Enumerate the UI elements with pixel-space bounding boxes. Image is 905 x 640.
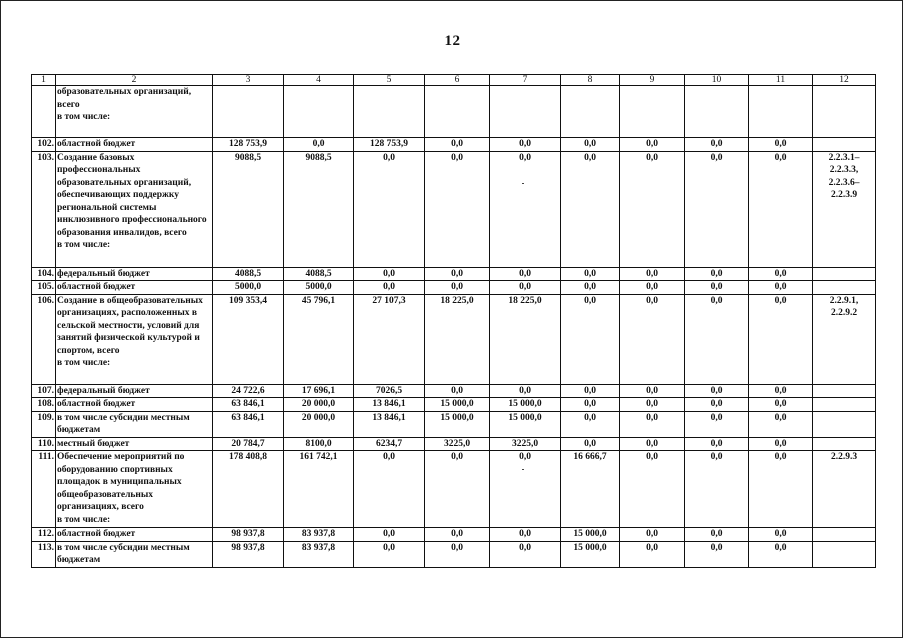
cell-col-5: 6234,7 xyxy=(354,437,425,451)
row-description: Создание в общеобразовательных организациях, расположенных в сельской местности, условий для занятий физической культурой и спортом, всего в том числе: xyxy=(56,294,213,384)
cell-col-8: 0,0 xyxy=(561,411,620,437)
row-number: 104. xyxy=(32,267,56,281)
cell-col-3: 98 937,8 xyxy=(213,528,284,542)
cell-col-6: 0,0 xyxy=(425,267,490,281)
column-header-11: 11 xyxy=(749,75,813,86)
cell-col-7: 15 000,0 xyxy=(490,398,561,412)
cell-col-9 xyxy=(620,86,685,138)
cell-col-10 xyxy=(685,86,749,138)
table-row xyxy=(32,451,876,528)
cell-col-7: 0,0 xyxy=(490,281,561,295)
cell-col-8: 0,0 xyxy=(561,138,620,152)
table-row xyxy=(32,281,876,295)
column-header-7: 7 xyxy=(490,75,561,86)
header-row xyxy=(32,75,876,86)
cell-col-3: 9088,5 xyxy=(213,151,284,267)
cell-col-6: 0,0 xyxy=(425,528,490,542)
cell-col-4: 8100,0 xyxy=(284,437,354,451)
cell-col-8: 15 000,0 xyxy=(561,541,620,567)
row-description: Обеспечение мероприятий по оборудованию спортивных площадок в муниципальных общеобразовательных организациях, всего в том числе: xyxy=(56,451,213,528)
cell-col-4 xyxy=(284,86,354,138)
cell-col-8: 0,0 xyxy=(561,437,620,451)
row-description: федеральный бюджет xyxy=(56,267,213,281)
cell-col-10: 0,0 xyxy=(685,541,749,567)
cell-col-5: 0,0 xyxy=(354,451,425,528)
column-header-5: 5 xyxy=(354,75,425,86)
cell-col-5: 13 846,1 xyxy=(354,398,425,412)
cell-col-7: 0,0 xyxy=(490,451,561,528)
cell-col-7: 15 000,0 xyxy=(490,411,561,437)
cell-col-7: 0,0 xyxy=(490,541,561,567)
cell-col-3: 98 937,8 xyxy=(213,541,284,567)
row-number: 108. xyxy=(32,398,56,412)
table-row xyxy=(32,398,876,412)
table-header xyxy=(32,75,876,86)
cell-col-3: 63 846,1 xyxy=(213,411,284,437)
cell-col-10: 0,0 xyxy=(685,294,749,384)
measure-code xyxy=(813,267,876,281)
table-row xyxy=(32,541,876,567)
cell-col-4: 20 000,0 xyxy=(284,398,354,412)
measure-code xyxy=(813,411,876,437)
column-header-2: 2 xyxy=(56,75,213,86)
cell-col-8: 0,0 xyxy=(561,398,620,412)
cell-col-3 xyxy=(213,86,284,138)
cell-col-4: 0,0 xyxy=(284,138,354,152)
table-row xyxy=(32,267,876,281)
cell-col-3: 63 846,1 xyxy=(213,398,284,412)
cell-col-6: 0,0 xyxy=(425,151,490,267)
row-number: 112. xyxy=(32,528,56,542)
cell-col-4: 20 000,0 xyxy=(284,411,354,437)
measure-code xyxy=(813,398,876,412)
cell-col-8: 15 000,0 xyxy=(561,528,620,542)
row-description: областной бюджет xyxy=(56,138,213,152)
measure-code: 2.2.9.3 xyxy=(813,451,876,528)
cell-col-11: 0,0 xyxy=(749,411,813,437)
table-row xyxy=(32,528,876,542)
cell-col-5 xyxy=(354,86,425,138)
row-number: 106. xyxy=(32,294,56,384)
cell-col-4: 45 796,1 xyxy=(284,294,354,384)
cell-col-3: 178 408,8 xyxy=(213,451,284,528)
cell-col-11: 0,0 xyxy=(749,294,813,384)
cell-col-4: 17 696,1 xyxy=(284,384,354,398)
row-number: 103. xyxy=(32,151,56,267)
table-row xyxy=(32,411,876,437)
row-number: 113. xyxy=(32,541,56,567)
cell-col-3: 5000,0 xyxy=(213,281,284,295)
table-row xyxy=(32,294,876,384)
cell-col-4: 83 937,8 xyxy=(284,528,354,542)
cell-col-9: 0,0 xyxy=(620,294,685,384)
cell-col-5: 0,0 xyxy=(354,151,425,267)
measure-code: 2.2.3.1– 2.2.3.3, 2.2.3.6– 2.2.3.9 xyxy=(813,151,876,267)
cell-col-8: 0,0 xyxy=(561,267,620,281)
cell-col-4: 161 742,1 xyxy=(284,451,354,528)
cell-col-10: 0,0 xyxy=(685,151,749,267)
cell-col-11: 0,0 xyxy=(749,398,813,412)
measure-code xyxy=(813,528,876,542)
cell-col-4: 5000,0 xyxy=(284,281,354,295)
table-row xyxy=(32,151,876,267)
row-number xyxy=(32,86,56,138)
cell-col-11: 0,0 xyxy=(749,437,813,451)
table-row xyxy=(32,86,876,138)
cell-col-4: 4088,5 xyxy=(284,267,354,281)
row-description: в том числе субсидии местным бюджетам xyxy=(56,541,213,567)
page-number: 12 xyxy=(444,33,461,49)
cell-col-8: 0,0 xyxy=(561,281,620,295)
cell-col-10: 0,0 xyxy=(685,437,749,451)
measure-code xyxy=(813,86,876,138)
cell-col-7: 0,0 xyxy=(490,151,561,267)
row-description: Создание базовых профессиональных образовательных организаций, обеспечивающих поддержку региональной системы инклюзивного профессионального образования инвалидов, всего в том числе: xyxy=(56,151,213,267)
cell-col-3: 4088,5 xyxy=(213,267,284,281)
cell-col-11: 0,0 xyxy=(749,384,813,398)
cell-col-9: 0,0 xyxy=(620,151,685,267)
cell-col-9: 0,0 xyxy=(620,138,685,152)
cell-col-6: 15 000,0 xyxy=(425,411,490,437)
cell-col-5: 13 846,1 xyxy=(354,411,425,437)
cell-col-5: 0,0 xyxy=(354,267,425,281)
cell-col-8 xyxy=(561,86,620,138)
cell-col-3: 128 753,9 xyxy=(213,138,284,152)
cell-col-10: 0,0 xyxy=(685,528,749,542)
cell-col-6: 0,0 xyxy=(425,138,490,152)
cell-col-8: 0,0 xyxy=(561,294,620,384)
column-header-12: 12 xyxy=(813,75,876,86)
cell-col-9: 0,0 xyxy=(620,528,685,542)
cell-col-11: 0,0 xyxy=(749,138,813,152)
cell-col-7: 0,0 xyxy=(490,267,561,281)
row-description: областной бюджет xyxy=(56,528,213,542)
table-row xyxy=(32,138,876,152)
cell-col-5: 0,0 xyxy=(354,281,425,295)
row-number: 102. xyxy=(32,138,56,152)
cell-col-10: 0,0 xyxy=(685,138,749,152)
cell-col-10: 0,0 xyxy=(685,451,749,528)
row-number: 111. xyxy=(32,451,56,528)
cell-col-10: 0,0 xyxy=(685,384,749,398)
column-header-10: 10 xyxy=(685,75,749,86)
cell-col-8: 0,0 xyxy=(561,151,620,267)
measure-code xyxy=(813,384,876,398)
cell-col-7: 18 225,0 xyxy=(490,294,561,384)
cell-col-6: 15 000,0 xyxy=(425,398,490,412)
column-header-4: 4 xyxy=(284,75,354,86)
cell-col-9: 0,0 xyxy=(620,384,685,398)
cell-col-4: 9088,5 xyxy=(284,151,354,267)
table-body xyxy=(32,86,876,568)
column-header-8: 8 xyxy=(561,75,620,86)
cell-col-7 xyxy=(490,86,561,138)
row-number: 107. xyxy=(32,384,56,398)
cell-col-11: 0,0 xyxy=(749,267,813,281)
cell-col-11: 0,0 xyxy=(749,528,813,542)
cell-col-5: 27 107,3 xyxy=(354,294,425,384)
cell-col-4: 83 937,8 xyxy=(284,541,354,567)
cell-col-6: 0,0 xyxy=(425,384,490,398)
cell-col-9: 0,0 xyxy=(620,281,685,295)
budget-table xyxy=(31,74,876,568)
cell-col-5: 7026,5 xyxy=(354,384,425,398)
row-description: областной бюджет xyxy=(56,281,213,295)
cell-col-9: 0,0 xyxy=(620,437,685,451)
row-number: 109. xyxy=(32,411,56,437)
cell-col-11: 0,0 xyxy=(749,541,813,567)
cell-col-6: 3225,0 xyxy=(425,437,490,451)
cell-col-9: 0,0 xyxy=(620,541,685,567)
cell-col-7: 3225,0 xyxy=(490,437,561,451)
cell-col-9: 0,0 xyxy=(620,398,685,412)
cell-col-9: 0,0 xyxy=(620,411,685,437)
row-description: федеральный бюджет xyxy=(56,384,213,398)
cell-col-11: 0,0 xyxy=(749,451,813,528)
cell-col-11 xyxy=(749,86,813,138)
row-number: 105. xyxy=(32,281,56,295)
measure-code: 2.2.9.1, 2.2.9.2 xyxy=(813,294,876,384)
row-description: в том числе субсидии местным бюджетам xyxy=(56,411,213,437)
cell-col-5: 0,0 xyxy=(354,541,425,567)
row-number: 110. xyxy=(32,437,56,451)
cell-col-9: 0,0 xyxy=(620,451,685,528)
row-description: областной бюджет xyxy=(56,398,213,412)
column-header-9: 9 xyxy=(620,75,685,86)
cell-col-11: 0,0 xyxy=(749,151,813,267)
cell-col-7: 0,0 xyxy=(490,384,561,398)
measure-code xyxy=(813,138,876,152)
column-header-6: 6 xyxy=(425,75,490,86)
cell-col-3: 109 353,4 xyxy=(213,294,284,384)
cell-col-5: 0,0 xyxy=(354,528,425,542)
cell-col-9: 0,0 xyxy=(620,267,685,281)
column-header-3: 3 xyxy=(213,75,284,86)
cell-col-10: 0,0 xyxy=(685,281,749,295)
cell-col-10: 0,0 xyxy=(685,267,749,281)
cell-col-6: 18 225,0 xyxy=(425,294,490,384)
cell-col-8: 16 666,7 xyxy=(561,451,620,528)
measure-code xyxy=(813,281,876,295)
cell-col-10: 0,0 xyxy=(685,411,749,437)
table-row xyxy=(32,437,876,451)
cell-col-3: 20 784,7 xyxy=(213,437,284,451)
cell-col-6 xyxy=(425,86,490,138)
scan-speck xyxy=(522,183,524,184)
cell-col-3: 24 722,6 xyxy=(213,384,284,398)
cell-col-6: 0,0 xyxy=(425,281,490,295)
scan-speck xyxy=(522,469,524,470)
row-description: местный бюджет xyxy=(56,437,213,451)
cell-col-6: 0,0 xyxy=(425,451,490,528)
row-description: образовательных организаций, всего в том числе: xyxy=(56,86,213,138)
measure-code xyxy=(813,541,876,567)
cell-col-8: 0,0 xyxy=(561,384,620,398)
table-row xyxy=(32,384,876,398)
column-header-1: 1 xyxy=(32,75,56,86)
cell-col-11: 0,0 xyxy=(749,281,813,295)
measure-code xyxy=(813,437,876,451)
cell-col-6: 0,0 xyxy=(425,541,490,567)
cell-col-10: 0,0 xyxy=(685,398,749,412)
cell-col-7: 0,0 xyxy=(490,528,561,542)
cell-col-7: 0,0 xyxy=(490,138,561,152)
cell-col-5: 128 753,9 xyxy=(354,138,425,152)
